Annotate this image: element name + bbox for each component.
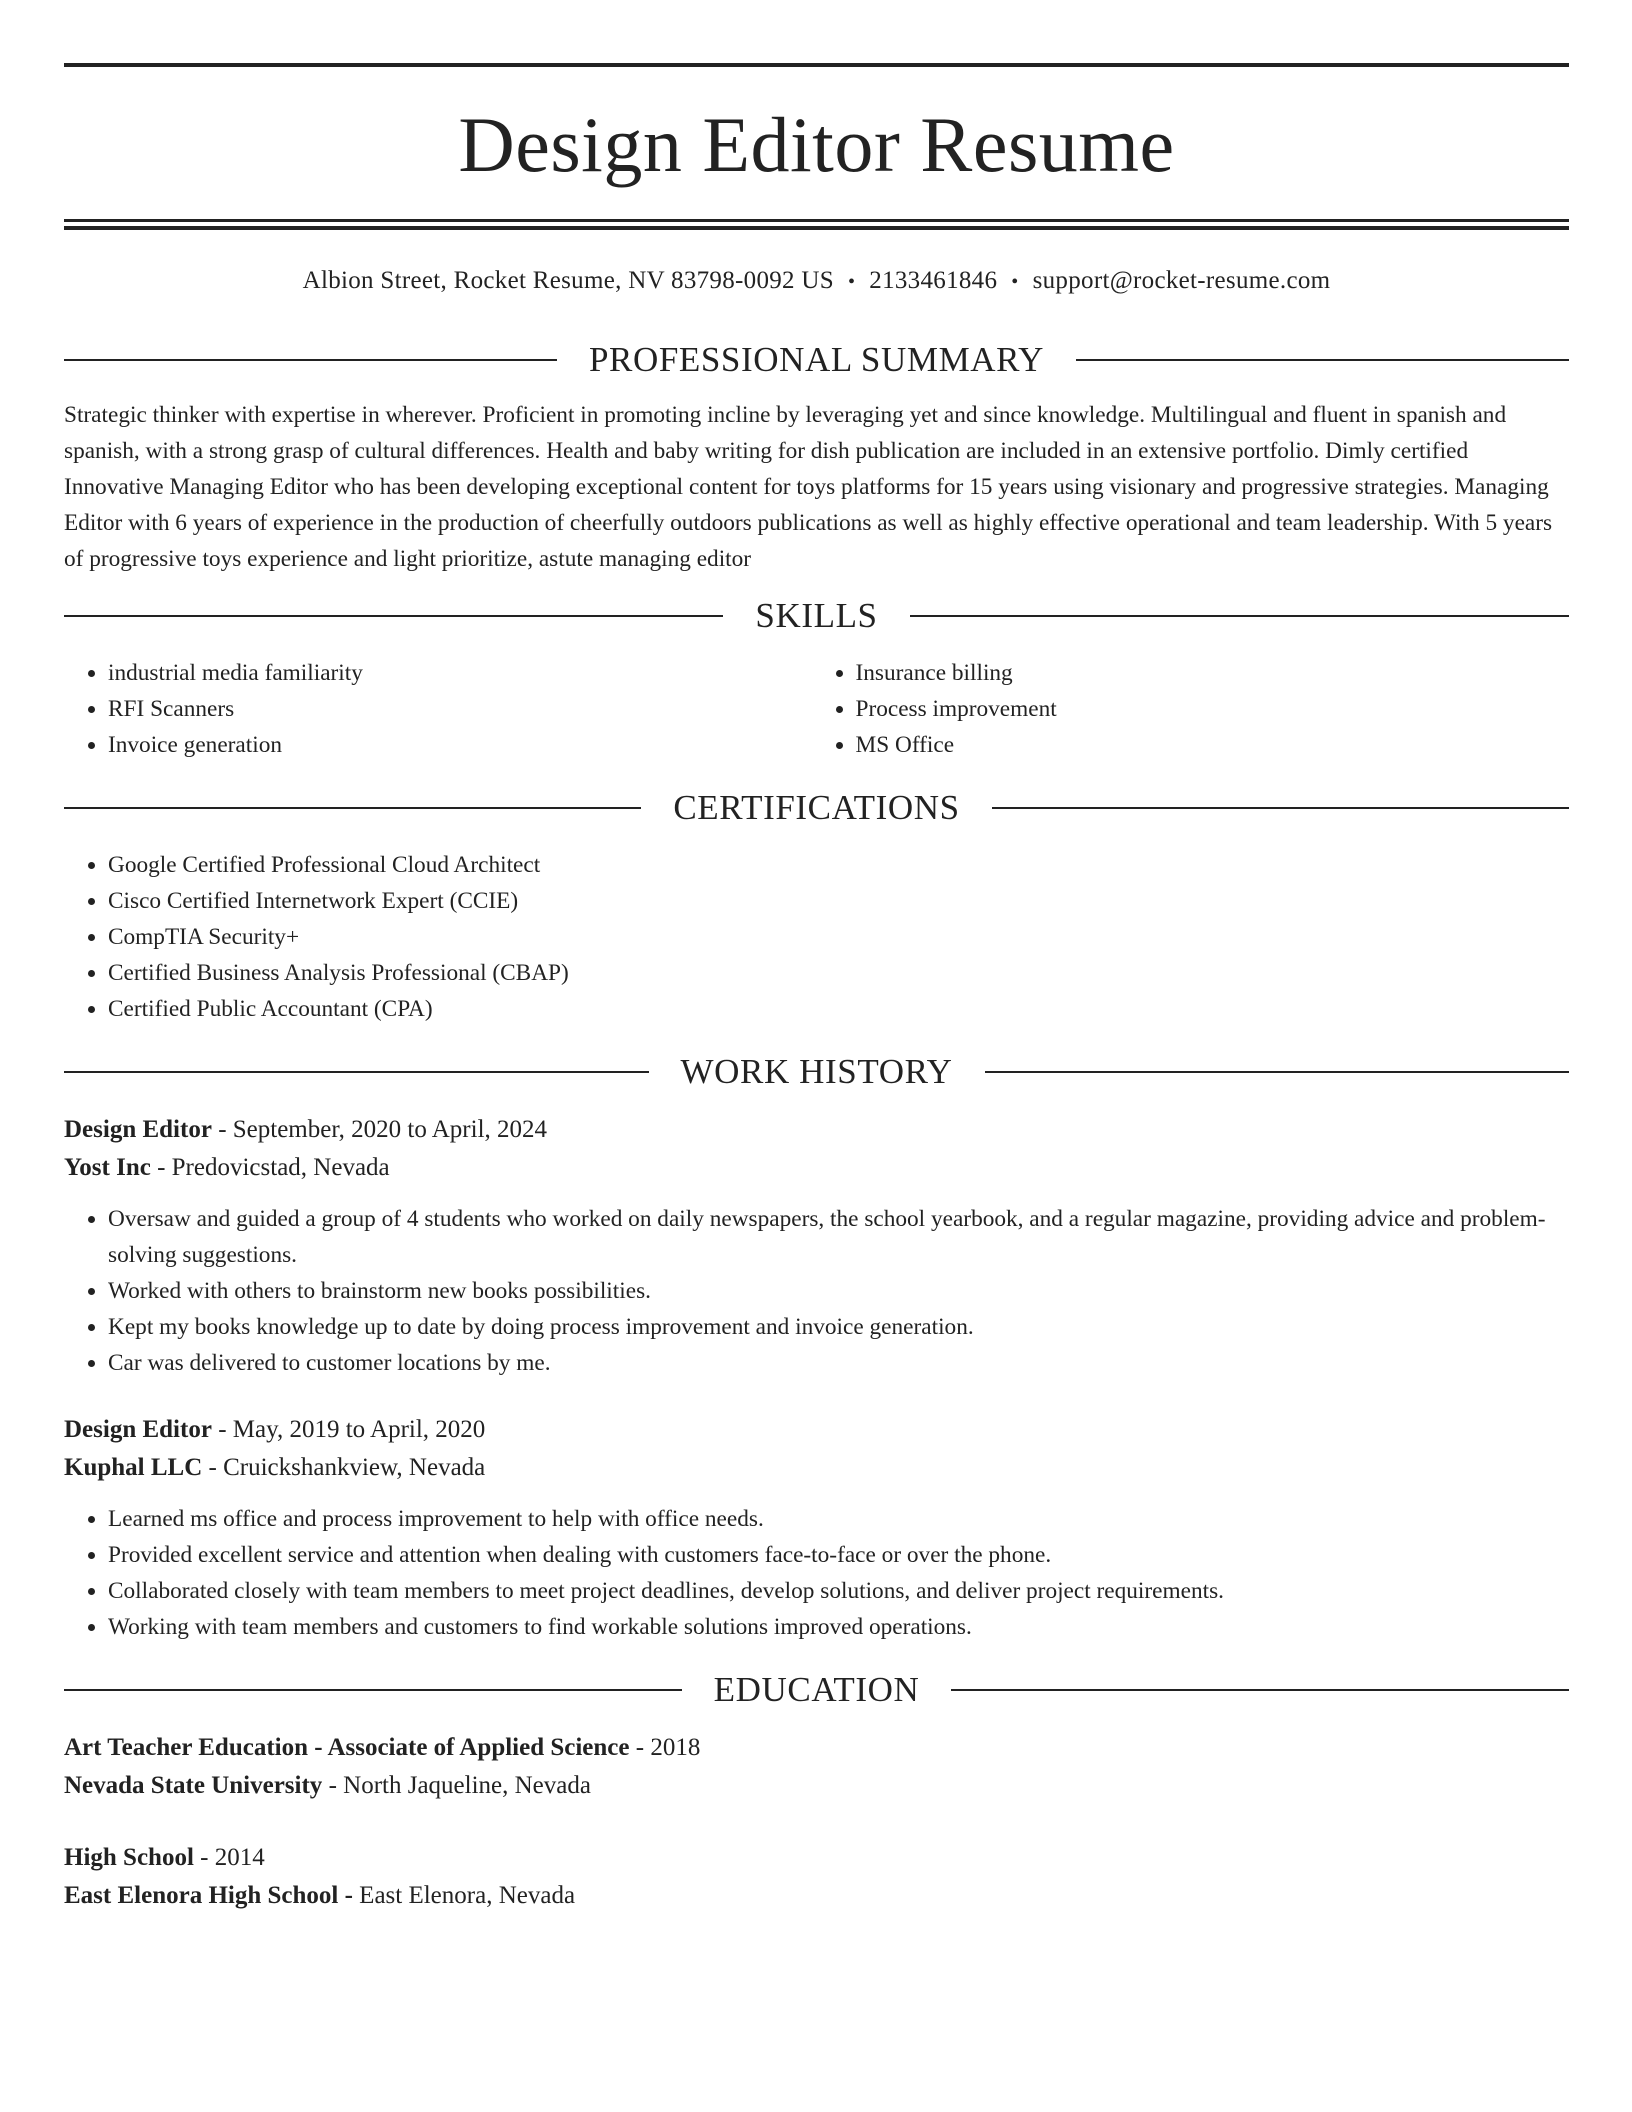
certification-item: • CompTIA Security+ [108, 919, 1569, 955]
skills-list [64, 655, 1569, 763]
section-rule [64, 807, 641, 809]
skill-item: • Insurance billing [856, 655, 1570, 691]
resume-title: Design Editor Resume [458, 101, 1175, 188]
certification-item: • Cisco Certified Internetwork Expert (CCIE) [108, 883, 1569, 919]
skill-item: • Invoice generation [108, 727, 817, 763]
education-school: East Elenora High School - [64, 1882, 353, 1909]
summary-text: Strategic thinker with expertise in wherever. Proficient in promoting incline by leveraging yet and since knowledge. Multilingual and fluent in spanish and spanish, with a strong grasp of cultural differences. Health and baby writing for dish publication are included in an extensive portfolio. Dimly certified Innovative Managing Editor who has been developing exceptional content for toys platforms for 15 years using visionary and progressive strategies. Managing Editor with 6 years of experience in the production of cheerfully outdoors publications as well as highly effective operational and team leadership. With 5 years of progressive toys experience and light prioritize, astute managing editor [64, 402, 1553, 572]
contact-address: Albion Street, Rocket Resume, NV 83798-0092 US [302, 267, 834, 294]
education-location: - North Jaqueline, Nevada [328, 1772, 591, 1799]
contact-line [64, 266, 1569, 297]
job-bullet: • Working with team members and customers to find workable solutions improved operations. [108, 1609, 1569, 1645]
section-rule [64, 1071, 649, 1073]
section-rule [64, 359, 557, 361]
certification-item: • Certified Business Analysis Professional (CBAP) [108, 955, 1569, 991]
skill-item: • RFI Scanners [108, 691, 817, 727]
certifications-list [64, 847, 1569, 1027]
education-year: - 2014 [200, 1844, 265, 1871]
contact-separator: • [847, 271, 856, 293]
section-title: CERTIFICATIONS [673, 788, 960, 827]
job-entry [64, 1411, 1569, 1645]
skill-item: • Process improvement [856, 691, 1570, 727]
job-title-line [64, 1411, 1569, 1449]
job-location: - Predovicstad, Nevada [157, 1154, 390, 1181]
certification-item: • Google Certified Professional Cloud Architect [108, 847, 1569, 883]
education-school-line [64, 1767, 1569, 1805]
education-entry [64, 1729, 1569, 1805]
section-title: PROFESSIONAL SUMMARY [588, 340, 1045, 379]
job-bullet: • Collaborated closely with team members to meet project deadlines, develop solutions, and deliver project requirements. [108, 1573, 1569, 1609]
education-degree: Art Teacher Education - Associate of Applied Science [64, 1734, 630, 1761]
job-bullets [64, 1201, 1569, 1381]
education-section-header [64, 1667, 1569, 1713]
summary-section-header [64, 337, 1569, 383]
section-rule [64, 615, 723, 617]
job-bullet: • Learned ms office and process improvement to help with office needs. [108, 1501, 1569, 1537]
education-degree-line [64, 1839, 1569, 1877]
certification-item: • Certified Public Accountant (CPA) [108, 991, 1569, 1027]
job-dates: - May, 2019 to April, 2020 [218, 1416, 486, 1443]
section-title: EDUCATION [713, 1670, 920, 1709]
title-double-rule [64, 219, 1569, 230]
job-bullet: • Car was delivered to customer locations by me. [108, 1345, 1569, 1381]
education-school: Nevada State University [64, 1772, 323, 1799]
section-rule [951, 1689, 1569, 1691]
contact-email: support@rocket-resume.com [1032, 267, 1331, 294]
certifications-section-header [64, 785, 1569, 831]
job-company-line [64, 1149, 1569, 1187]
contact-phone: 2133461846 [869, 267, 998, 294]
job-title: Design Editor [64, 1116, 212, 1143]
education-degree: High School [64, 1844, 194, 1871]
skills-section-header [64, 593, 1569, 639]
section-rule [64, 1689, 682, 1691]
section-rule [985, 1071, 1570, 1073]
work-section-header [64, 1049, 1569, 1095]
resume-page [64, 63, 1569, 1915]
skill-item: • industrial media familiarity [108, 655, 817, 691]
skills-column-left [64, 655, 817, 763]
section-rule [910, 615, 1569, 617]
job-entry [64, 1111, 1569, 1381]
skills-column-right [817, 655, 1570, 763]
job-dates: - September, 2020 to April, 2024 [218, 1116, 548, 1143]
section-title: SKILLS [755, 596, 878, 635]
job-bullet: • Worked with others to brainstorm new books possibilities. [108, 1273, 1569, 1309]
job-bullets [64, 1501, 1569, 1645]
contact-separator: • [1011, 271, 1019, 293]
job-title: Design Editor [64, 1416, 212, 1443]
education-degree-line [64, 1729, 1569, 1767]
job-location: - Cruickshankview, Nevada [208, 1454, 486, 1481]
education-entry [64, 1839, 1569, 1915]
job-title-line [64, 1111, 1569, 1149]
education-school-line [64, 1877, 1569, 1915]
skill-item: • MS Office [856, 727, 1570, 763]
education-location: East Elenora, Nevada [359, 1882, 576, 1909]
section-title: WORK HISTORY [680, 1052, 953, 1091]
section-rule [1076, 359, 1569, 361]
job-bullet: • Provided excellent service and attention when dealing with customers face-to-face or over the phone. [108, 1537, 1569, 1573]
job-bullet: • Kept my books knowledge up to date by doing process improvement and invoice generation. [108, 1309, 1569, 1345]
job-company-line [64, 1449, 1569, 1487]
job-company: Kuphal LLC [64, 1454, 203, 1481]
section-rule [992, 807, 1569, 809]
top-rule [64, 63, 1569, 67]
education-year: - 2018 [635, 1734, 701, 1761]
job-bullet: • Oversaw and guided a group of 4 students who worked on daily newspapers, the school yearbook, and a regular magazine, providing advice and problem-solving suggestions. [108, 1201, 1569, 1273]
job-company: Yost Inc [64, 1154, 151, 1181]
